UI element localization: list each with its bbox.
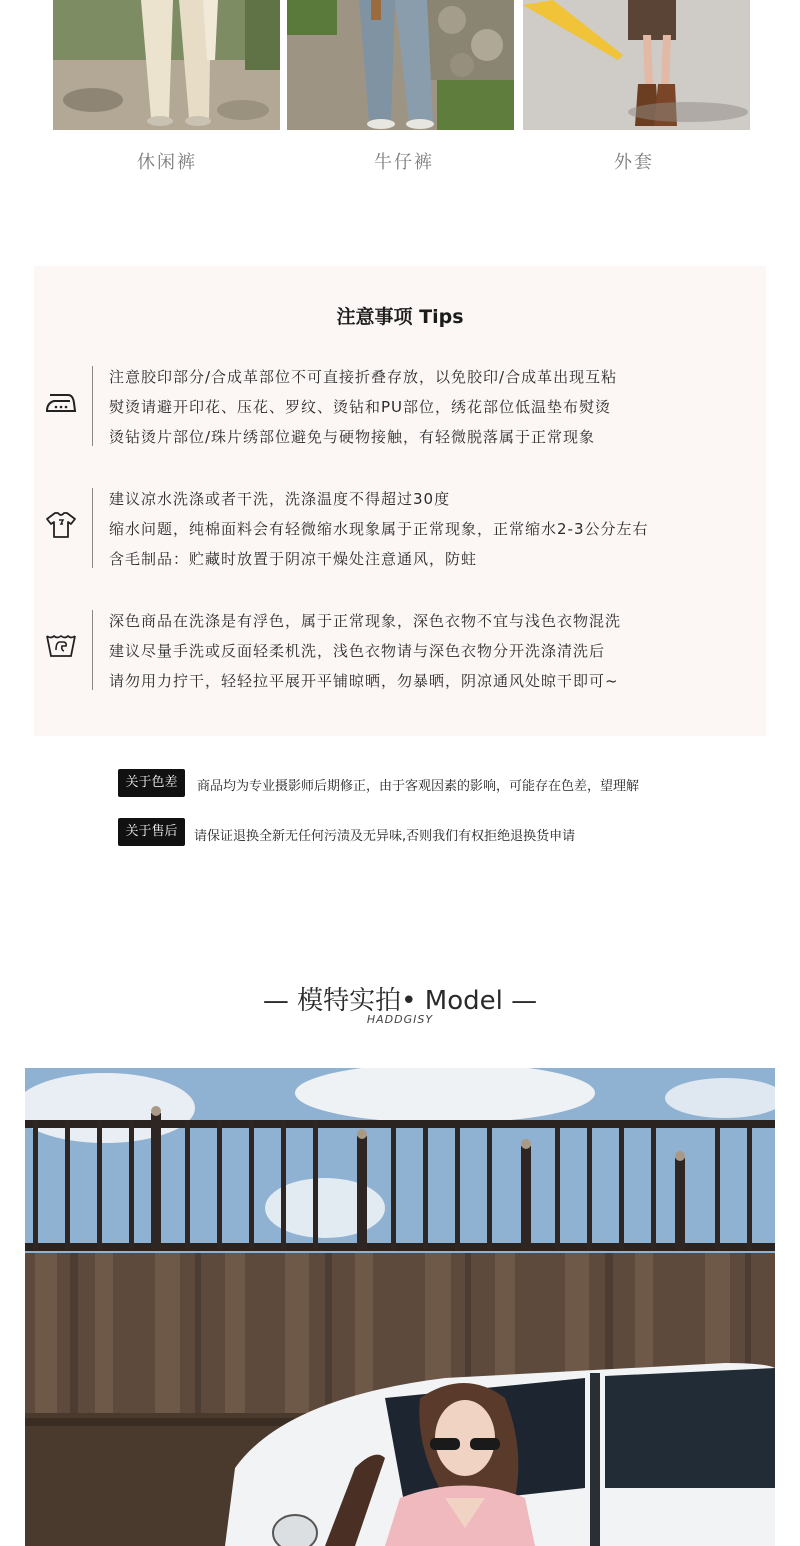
tips-title: 注意事项 Tips xyxy=(336,306,464,328)
casual-pants-photo[interactable] xyxy=(53,0,280,130)
model-section-title: — 模特实拍• Model — xyxy=(262,986,538,1016)
tip-line: 建议凉水洗涤或者干洗，洗涤温度不得超过30度 xyxy=(109,490,451,508)
tip-divider xyxy=(92,488,93,568)
tip-line: 缩水问题，纯棉面料会有轻微缩水现象属于正常现象，正常缩水2-3公分左右 xyxy=(109,520,649,538)
category-label-jacket: 外套 xyxy=(614,152,654,173)
model-section-subtitle: HADDGISY xyxy=(366,1013,434,1026)
tip-line: 含毛制品：贮藏时放置于阴凉干燥处注意通风，防蛀 xyxy=(109,550,478,568)
tip-line: 注意胶印部分/合成革部位不可直接折叠存放，以免胶印/合成革出现互粘 xyxy=(109,368,618,386)
hand-wash-icon xyxy=(44,628,78,662)
jeans-photo[interactable] xyxy=(287,0,514,130)
tip-line: 深色商品在洗涤是有浮色，属于正常现象，深色衣物不宜与浅色衣物混洗 xyxy=(109,612,622,630)
tip-line: 烫钻烫片部位/珠片绣部位避免与硬物接触，有轻微脱落属于正常现象 xyxy=(109,428,596,446)
iron-icon xyxy=(44,386,78,420)
after-sales-note: 请保证退换全新无任何污渍及无异味,否则我们有权拒绝退换货申请 xyxy=(194,829,576,844)
category-label-jeans: 牛仔裤 xyxy=(374,152,434,173)
tip-line: 建议尽量手洗或反面轻柔机洗，浅色衣物请与深色衣物分开洗涤清洗后 xyxy=(109,642,606,660)
tip-line: 请勿用力拧干，轻轻拉平展开平铺晾晒，勿暴晒，阴凉通风处晾干即可~ xyxy=(109,672,619,690)
tip-divider xyxy=(92,366,93,446)
color-difference-note: 商品均为专业摄影师后期修正，由于客观因素的影响，可能存在色差，望理解 xyxy=(197,779,640,794)
tip-divider xyxy=(92,610,93,690)
color-difference-badge: 关于色差 xyxy=(118,769,185,797)
jacket-photo[interactable] xyxy=(523,0,750,130)
tip-line: 熨烫请避开印花、压花、罗纹、烫钻和PU部位，绣花部位低温垫布熨烫 xyxy=(109,398,612,416)
shirt-care-icon xyxy=(44,507,78,541)
model-photo[interactable] xyxy=(25,1068,775,1546)
category-label-casual-pants: 休闲裤 xyxy=(137,152,197,173)
after-sales-badge: 关于售后 xyxy=(118,818,185,846)
